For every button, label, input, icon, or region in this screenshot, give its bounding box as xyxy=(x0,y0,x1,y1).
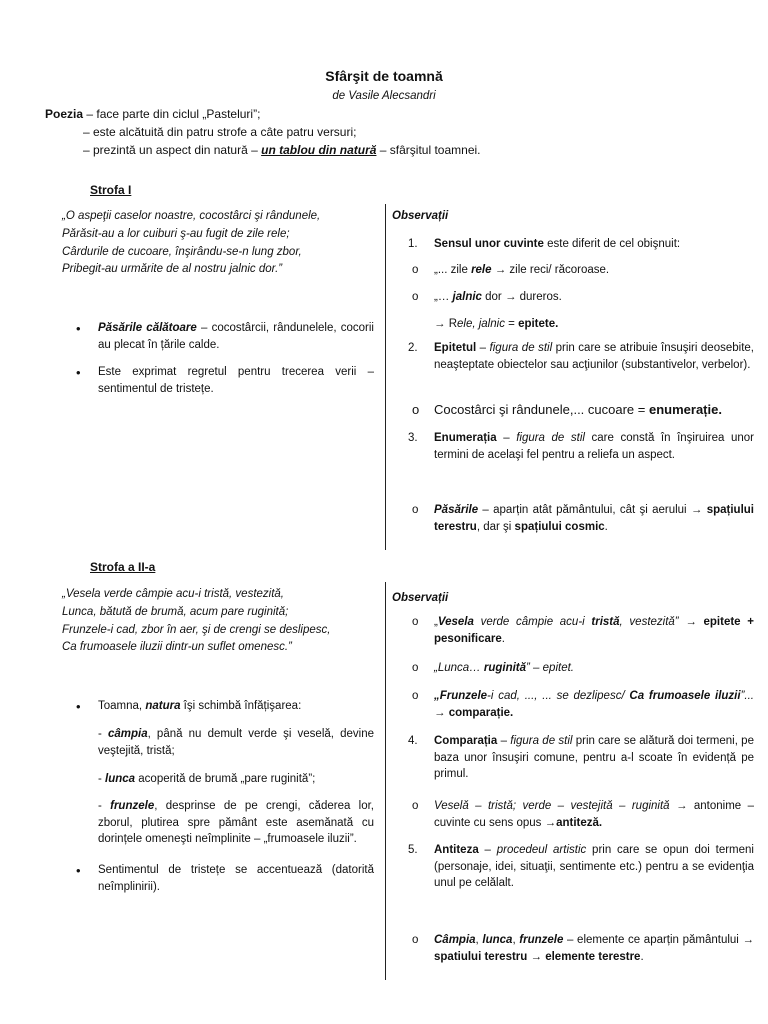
obs-term: elemente terestre xyxy=(545,950,641,963)
strofa-1-verses xyxy=(62,208,374,279)
circle-bullet-icon: o xyxy=(412,264,419,276)
bullet-term: lunca xyxy=(105,773,136,785)
bullet-term: câmpia xyxy=(107,728,148,740)
obs-term: epitete. xyxy=(518,318,559,330)
section-heading-strofa-2: Strofa a II-a xyxy=(90,560,156,574)
circle-bullet-icon: o xyxy=(412,662,419,674)
bullet-icon: • xyxy=(76,365,81,380)
obs-term: spațiului cosmic xyxy=(514,520,605,533)
author-line: de Vasile Alecsandri xyxy=(332,90,436,102)
circle-bullet-icon: o xyxy=(412,402,420,417)
bullet-text: acoperită de brumă „pare ruginită”; xyxy=(135,773,316,785)
obs-term: figura de stil xyxy=(489,342,553,354)
obs-text: care constă în înşiruirea unor termini de acelaşi fel pentru a reliefa un aspect. xyxy=(434,432,754,461)
obs-term: lunca xyxy=(482,934,513,946)
obs-circle-item xyxy=(392,932,754,965)
obs-term: Antiteza xyxy=(434,844,479,856)
obs-item-3 xyxy=(392,430,754,463)
obs-text: dor → dureros. xyxy=(481,291,562,303)
obs-term: rele xyxy=(471,264,492,276)
verse-line: „Vesela verde câmpie acu-i tristă, vestezită, xyxy=(62,588,284,600)
obs-term: ruginită xyxy=(483,662,527,674)
strofa-2-bullet-1 xyxy=(62,698,374,715)
obs-text: – xyxy=(476,342,490,354)
section-heading-strofa-1: Strofa I xyxy=(90,183,132,197)
strofa-1-bullet-2 xyxy=(62,364,374,397)
obs-term: procedeul artistic xyxy=(496,844,587,856)
obs-term: epitete + pesonificare xyxy=(434,616,754,645)
obs-item-5 xyxy=(392,842,754,892)
obs-text: . xyxy=(501,632,505,645)
bullet-text: Este exprimat regretul pentru trecerea verii – sentimentul de tristețe. xyxy=(98,366,374,395)
obs-item-4 xyxy=(392,733,754,783)
obs-term: Epitetul xyxy=(434,342,477,354)
bullet-text: - xyxy=(98,800,111,812)
obs-circle-item xyxy=(392,502,754,535)
strofa-1-observations-heading: Observații xyxy=(392,210,449,222)
obs-term: Ca frumoasele iluzii xyxy=(629,690,741,702)
obs-text: verde câmpie acu-i xyxy=(473,616,592,628)
obs-term: tristă xyxy=(591,616,620,628)
intro-text-3a: – prezintă un aspect din natură – xyxy=(83,143,262,157)
circle-bullet-icon: o xyxy=(412,690,419,702)
circle-bullet-icon: o xyxy=(412,616,419,628)
bullet-text: , până nu demult verde şi veselă, devine veştejită, tristă; xyxy=(98,728,374,757)
obs-text: , vestezită” → xyxy=(619,616,704,628)
strofa-2-sub-1 xyxy=(62,726,374,759)
obs-text: „ xyxy=(434,616,438,628)
obs-circle-item xyxy=(392,688,754,721)
obs-text: ” – epitet. xyxy=(526,662,574,674)
obs-circle-item xyxy=(392,262,754,279)
verse-line: Ca frumoasele iluzii dintr-un suflet omenesc.” xyxy=(62,641,292,654)
obs-term: Vesela xyxy=(437,616,474,628)
circle-bullet-icon: o xyxy=(412,291,419,303)
obs-text: este diferit de cel obişnuit: xyxy=(543,238,681,250)
bullet-term: natura xyxy=(145,700,181,712)
obs-term: antiteză. xyxy=(556,816,603,829)
list-number: 4. xyxy=(408,735,418,747)
obs-term: ele, jalnic xyxy=(457,318,505,330)
bullet-icon: • xyxy=(76,321,81,336)
obs-circle-item xyxy=(392,289,754,306)
intro-block xyxy=(45,106,725,160)
obs-text: prin care se atribuie însuşiri deosebite, neaşteptate obiectelor sau acţiunilor (substantivelor, verbelor). xyxy=(434,342,754,371)
column-divider-2 xyxy=(385,582,386,980)
obs-text: – elemente ce aparțin pământului → xyxy=(563,934,755,946)
strofa-2-sub-2 xyxy=(62,771,374,788)
obs-term: Comparația xyxy=(434,735,498,747)
obs-term: jalnic xyxy=(452,291,482,303)
obs-text: prin care se opun doi termeni (personaje, idei, situaţii, sentimente etc.) pentru a se evidenţia unul pe celălalt. xyxy=(434,844,754,890)
bullet-text: - xyxy=(98,728,108,740)
intro-line-3 xyxy=(45,142,725,160)
obs-circle-item xyxy=(392,401,754,420)
strofa-2-sub-3 xyxy=(62,798,374,848)
bullet-term: frunzele xyxy=(110,800,155,812)
obs-sub-line xyxy=(392,316,754,333)
obs-text: – xyxy=(496,432,517,444)
obs-text: . xyxy=(604,520,608,533)
page-title: Sfârşit de toamnă xyxy=(325,68,443,84)
obs-term: Enumerația xyxy=(434,432,497,444)
bullet-text: – cocostârcii, rândunelele, cocorii au plecat în țările calde. xyxy=(98,322,374,351)
obs-text: . xyxy=(640,950,644,963)
circle-bullet-icon: o xyxy=(412,800,419,812)
strofa-2-observations-heading: Observații xyxy=(392,592,449,604)
obs-term: comparație. xyxy=(448,706,514,719)
strofa-2-bullet-2 xyxy=(62,862,374,895)
verse-line: Lunca, bătută de brumă, acum pare ruginită; xyxy=(62,605,289,618)
verse-line: Pribegit-au urmărite de al nostru jalnic dor.” xyxy=(62,263,283,276)
obs-text: „... zile xyxy=(434,264,472,276)
obs-text: → antonime – cuvinte cu sens opus → xyxy=(434,800,755,829)
intro-text-1: – face parte din ciclul „Pasteluri”; xyxy=(83,107,261,121)
obs-term: frunzele xyxy=(519,934,564,946)
verse-line: Părăsit-au a lor cuiburi ş-au fugit de zile rele; xyxy=(62,227,290,240)
bullet-text: - xyxy=(98,773,106,785)
obs-term: Păsările xyxy=(434,504,479,516)
obs-term: spațiului terestru xyxy=(434,504,754,533)
list-number: 5. xyxy=(408,844,418,856)
strofa-2-verses xyxy=(62,586,374,657)
obs-term: spatiului terestru xyxy=(434,950,528,963)
obs-term: enumerație. xyxy=(648,402,722,417)
obs-term: figura de stil xyxy=(516,432,585,444)
obs-circle-item xyxy=(392,614,754,647)
obs-text: , xyxy=(512,934,520,946)
list-number: 2. xyxy=(408,342,418,354)
obs-text: „… xyxy=(434,291,453,303)
obs-term: Sensul unor cuvinte xyxy=(434,238,544,250)
intro-text-3c: – sfârşitul toamnei. xyxy=(376,143,481,157)
obs-circle-item xyxy=(392,660,754,677)
obs-text: – xyxy=(497,735,511,747)
circle-bullet-icon: o xyxy=(412,504,419,516)
strofa-1-bullet-1 xyxy=(62,320,374,353)
obs-text: → xyxy=(527,950,546,963)
bullet-text: Sentimentul de tristețe se accentuează (datorită neîmplinirii). xyxy=(98,864,374,893)
obs-text: ”... → xyxy=(434,690,754,719)
obs-text: „Lunca… xyxy=(434,662,484,674)
bullet-icon: • xyxy=(76,699,81,714)
obs-term: „Frunzele xyxy=(434,690,488,702)
obs-text: = xyxy=(504,318,519,330)
intro-line-1 xyxy=(45,106,725,124)
bullet-term: Păsările călătoare xyxy=(98,322,197,334)
obs-text: , dar şi xyxy=(476,520,515,533)
obs-text: Cocostârci şi rândunele,... cucoare = xyxy=(434,402,649,417)
verse-line: Cârdurile de cucoare, înşirându-se-n lung zbor, xyxy=(62,245,302,258)
obs-term: figura de stil xyxy=(510,735,573,747)
list-number: 1. xyxy=(408,238,418,250)
obs-text: – aparțin atât pământului, cât şi aerului → xyxy=(478,504,707,516)
obs-text: , xyxy=(475,934,483,946)
obs-text: -i cad, ..., ... se dezlipesc/ xyxy=(487,690,630,702)
obs-term: Veselă – tristă; verde – vestejită – ruginită xyxy=(434,800,670,812)
bullet-text: , desprinse de pe crengi, căderea lor, zborul, plutirea spre pământ este asemănată cu dorințele omeneşti neîmplinite – „frumoasele iluzii”. xyxy=(98,800,374,846)
list-number: 3. xyxy=(408,432,418,444)
obs-circle-item xyxy=(392,798,754,831)
obs-text: → zile reci/ răcoroase. xyxy=(491,264,610,276)
bullet-icon: • xyxy=(76,863,81,878)
intro-emphasis: un tablou din natură xyxy=(261,143,377,157)
obs-term: Câmpia xyxy=(434,934,476,946)
verse-line: „O aspeţii caselor noastre, cocostârci şi rândunele, xyxy=(62,210,321,222)
bullet-text: îşi schimbă înfățişarea: xyxy=(180,700,302,712)
obs-text: → R xyxy=(434,318,457,330)
intro-line-2: – este alcătuită din patru strofe a câte patru versuri; xyxy=(83,125,357,139)
intro-lead: Poezia xyxy=(45,107,84,121)
obs-item-2 xyxy=(392,340,754,373)
verse-line: Frunzele-i cad, zbor în aer, şi de crengi se deslipesc, xyxy=(62,623,331,636)
column-divider-1 xyxy=(385,204,386,550)
circle-bullet-icon: o xyxy=(412,934,419,946)
obs-text: – xyxy=(478,844,497,856)
obs-text: prin care se alătură doi termeni, pe baza unor însuşiri comune, pentru a-l scoate în evidență pe primul. xyxy=(434,735,754,781)
obs-item-1 xyxy=(392,236,754,253)
bullet-text: Toamna, xyxy=(98,700,146,712)
